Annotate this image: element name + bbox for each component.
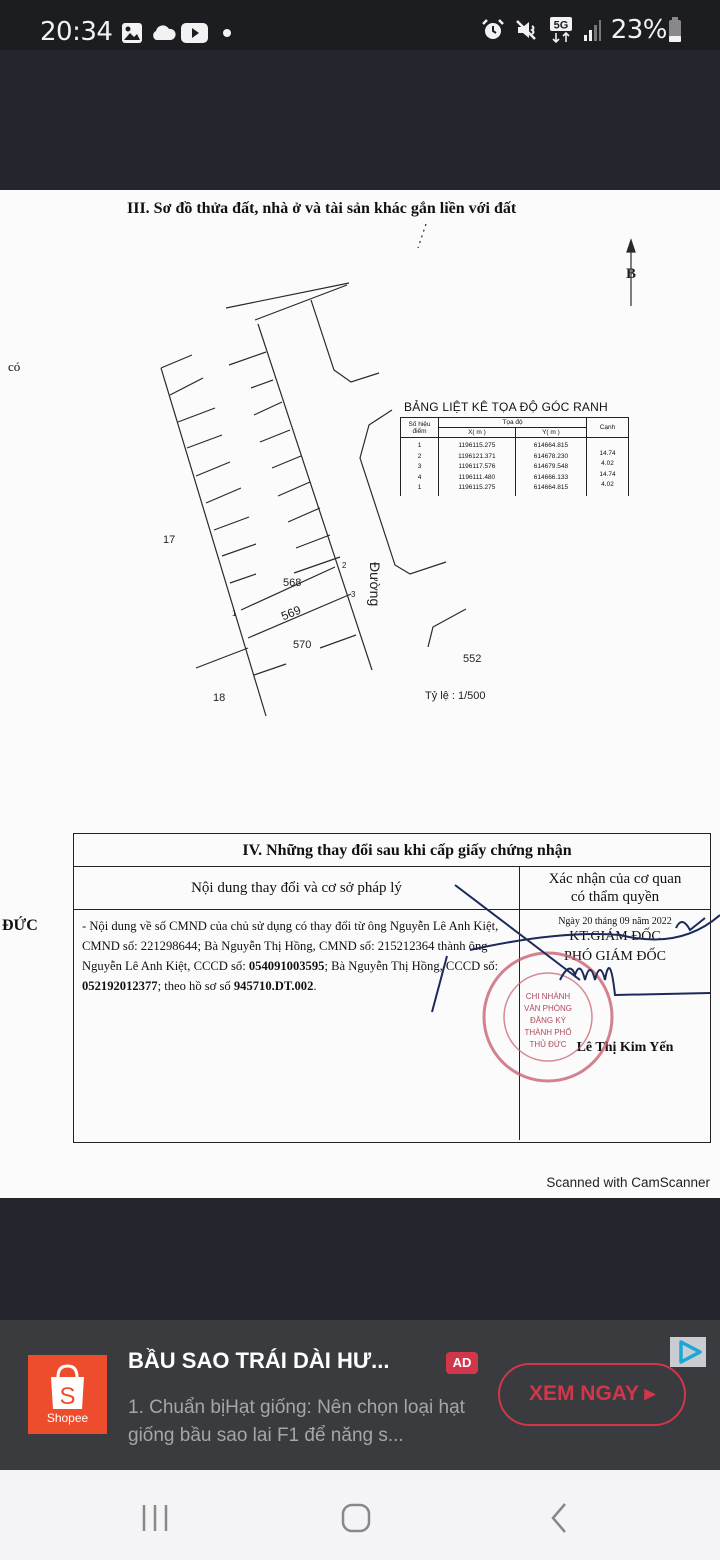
parcel-label-569: 569 — [279, 602, 303, 624]
ad-banner[interactable] — [0, 1320, 720, 1470]
point-column: 1 2 3 4 1 — [401, 438, 439, 496]
parcel-label-570: 570 — [293, 639, 312, 651]
viewer-top-gap — [0, 50, 720, 190]
point-label-3: 3 — [351, 590, 356, 599]
5g-icon — [549, 16, 573, 44]
youtube-icon — [181, 23, 208, 43]
left-edge-word: có — [8, 359, 21, 374]
coordinate-table-title: BẢNG LIỆT KÊ TỌA ĐỘ GÓC RANH — [404, 400, 608, 414]
parcel-label-568: 568 — [283, 577, 302, 589]
authority-column-header: Xác nhận của cơ quan có thẩm quyền — [548, 871, 682, 905]
section4-title: IV. Những thay đổi sau khi cấp giấy chứng nhận — [74, 834, 710, 867]
content-column-header: Nội dung thay đổi và cơ sở pháp lý — [74, 867, 520, 909]
section3-title: III. Sơ đồ thửa đất, nhà ở và tài sản khác gắn liền với đất — [127, 200, 517, 217]
official-stamp — [478, 947, 618, 1087]
home-button[interactable] — [326, 1498, 386, 1538]
street-label: Đường — [367, 562, 383, 607]
recent-apps-icon — [140, 1503, 170, 1533]
signer-role-1: KT.GIÁM ĐỐC — [569, 929, 661, 944]
mute-icon — [515, 18, 539, 42]
svg-text:5G: 5G — [553, 19, 569, 32]
col-y: Y( m ) — [515, 428, 586, 438]
coordinate-table — [400, 400, 630, 496]
shopee-logo[interactable] — [28, 1355, 107, 1434]
status-bar — [0, 0, 720, 50]
brand-name: Shopee — [46, 1411, 89, 1425]
document-image[interactable] — [0, 190, 720, 1198]
edge-column: 14.74 4.02 14.74 4.02 — [587, 438, 629, 496]
col-coord: Tọa độ — [439, 418, 587, 428]
svg-text:VĂN PHÒNG: VĂN PHÒNG — [523, 1004, 573, 1013]
land-plot-map — [0, 190, 720, 830]
home-icon — [340, 1502, 372, 1534]
signal-icon — [583, 18, 601, 42]
shopping-bag-icon — [28, 1355, 107, 1415]
col-x: X( m ) — [439, 428, 516, 438]
scale-label: Tỷ lệ : 1/500 — [425, 690, 486, 702]
signer-name: Lê Thị Kim Yến — [576, 1040, 674, 1055]
ad-choices-icon[interactable] — [670, 1337, 706, 1367]
point-label-2: 2 — [342, 561, 347, 570]
alarm-icon — [481, 18, 505, 42]
status-right — [481, 15, 682, 45]
col-point: Số hiệu điểm — [401, 418, 439, 438]
cloud-icon — [150, 24, 176, 41]
point-label-1: 1 — [232, 609, 237, 618]
svg-text:THỦ ĐỨC: THỦ ĐỨC — [529, 1040, 567, 1049]
left-edge-word: ĐỨC — [2, 917, 38, 934]
confirmation-date: Ngày 20 tháng 09 năm 2022 — [558, 916, 672, 927]
svg-text:S: S — [59, 1383, 76, 1410]
back-icon — [543, 1502, 573, 1534]
north-label: B — [626, 266, 637, 282]
parcel-label-18: 18 — [213, 692, 226, 704]
svg-text:THÀNH PHỐ: THÀNH PHỐ — [524, 1028, 572, 1037]
svg-text:ĐĂNG KÝ: ĐĂNG KÝ — [529, 1016, 567, 1025]
recent-apps-button[interactable] — [125, 1498, 185, 1538]
dot-icon — [222, 28, 232, 38]
viewer-bottom-gap — [0, 1198, 720, 1320]
signer-role-2: PHÓ GIÁM ĐỐC — [564, 949, 666, 964]
status-time: 20:34 — [40, 17, 113, 47]
battery-percent: 23% — [610, 15, 667, 45]
svg-text:CHI NHÁNH: CHI NHÁNH — [525, 992, 571, 1001]
y-column: 614664.815 614678.230 614679.548 614666.133 614664.815 — [515, 438, 586, 496]
ad-title[interactable]: BẦU SAO TRÁI DÀI HƯ... — [128, 1348, 390, 1373]
view-now-button[interactable]: XEM NGAY ▸ — [498, 1363, 686, 1426]
x-column: 1196115.275 1196121.371 1196117.576 1196111.480 1196115.275 — [439, 438, 516, 496]
ad-badge: AD — [446, 1352, 478, 1374]
back-button[interactable] — [528, 1498, 588, 1538]
navigation-bar — [0, 1470, 720, 1560]
change-content: - Nội dung về số CMND của chủ sử dụng có thay đổi từ ông Nguyễn Lê Anh Kiệt, CMND số: 221298644; Bà Nguyễn Thị Hồng, CMND số: 215212364 thành ông Nguyễn Lê Anh Kiệt, CCCD số: 054091003595; Bà Nguyễn Thị Hồng, CCCD số: 052192012377; theo hồ sơ số 945710.DT.002. — [74, 910, 520, 1140]
parcel-label-552: 552 — [463, 653, 482, 665]
gallery-icon — [121, 22, 143, 44]
camscanner-watermark: Scanned with CamScanner — [546, 1175, 710, 1190]
parcel-label-17: 17 — [163, 534, 176, 546]
battery-icon — [668, 17, 682, 43]
col-edge: Cạnh — [587, 418, 629, 438]
ad-description[interactable]: 1. Chuẩn bịHạt giống: Nên chọn loại hạt giống bầu sao lai F1 để năng s... — [128, 1397, 465, 1446]
